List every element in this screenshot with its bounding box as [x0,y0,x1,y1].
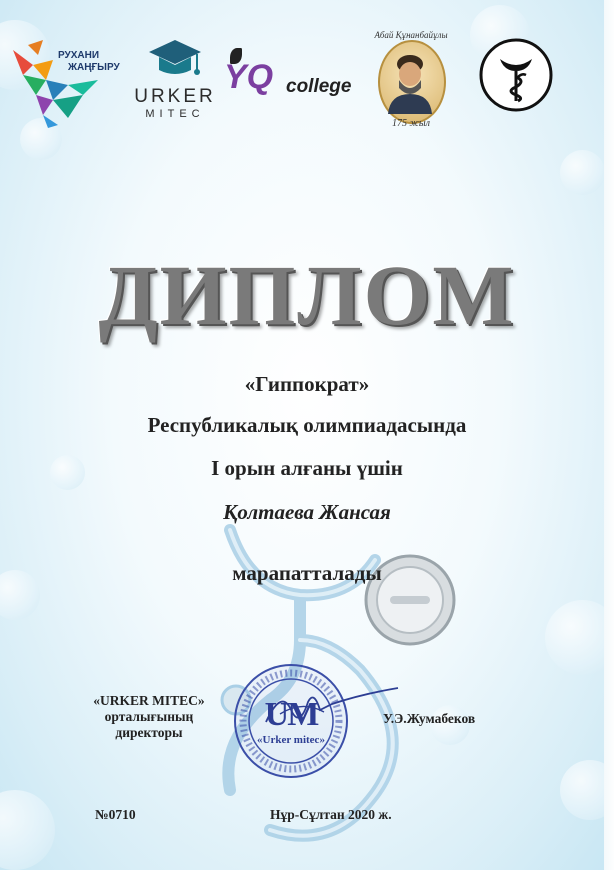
yq-word: college [286,76,352,97]
urker-line1: URKER [134,86,216,107]
signatory-org-line1: «URKER MITEC» [93,693,205,708]
diploma-number: №0710 [95,807,136,822]
recipient-name: Қолтаева Жансая [223,500,391,524]
abai-years: 175 жыл [392,118,430,129]
diploma-title: ДИПЛОМ [98,247,516,343]
handwritten-signature [262,682,402,732]
stamp-center-text: «Urker mitec» [257,734,325,746]
rukhani-line1: РУХАНИ [58,50,100,61]
portrait-icon [384,48,436,114]
abai-medallion [372,30,450,130]
medical-snake-bowl-icon [478,37,554,113]
event-name: «Гиппократ» [244,372,370,396]
place-and-date: Нұр-Сұлтан 2020 ж. [270,807,392,822]
stamp-monogram: UM [264,696,318,733]
scan-edge [604,0,614,870]
olympiad-line: Республикалық олимпиадасында [147,413,467,437]
signatory-org-line2: орталығының [104,709,194,724]
place-line: І орын алғаны үшін [211,456,403,480]
yq-mark: YQ [224,58,274,96]
graduation-cap-icon [147,38,203,80]
awarded-line: марапатталады [232,561,382,585]
urker-mitec-logo [125,36,225,121]
signatory-org-line3: директоры [115,725,183,740]
signatory-name: У.Э.Жумабеков [383,711,476,726]
rukhani-logo [8,40,123,130]
urker-line2: MITEC [145,108,205,120]
abai-arc-text: Абай Құнанбайұлы [374,30,448,40]
rukhani-line2: ЖАҢҒЫРУ [68,62,120,73]
yq-college-logo [224,48,359,103]
